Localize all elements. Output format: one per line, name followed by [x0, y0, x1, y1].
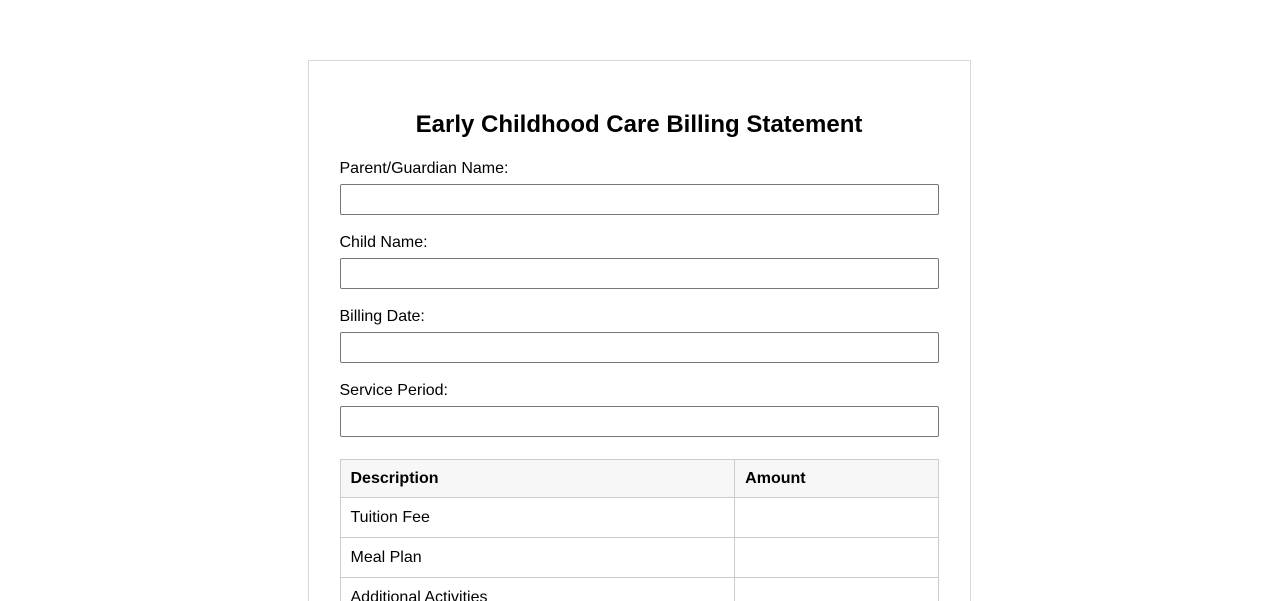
service-period-label: Service Period: — [339, 382, 448, 399]
field-parent-guardian-name — [340, 159, 939, 215]
parent-guardian-name-input[interactable] — [340, 184, 939, 215]
amount-cell — [735, 578, 938, 601]
description-column-header: Description — [340, 460, 735, 498]
description-cell: Additional Activities — [340, 578, 735, 601]
page-title: Early Childhood Care Billing Statement — [415, 111, 863, 138]
table-row — [340, 538, 938, 578]
field-child-name — [340, 233, 939, 289]
field-billing-date — [340, 307, 939, 363]
description-cell: Meal Plan — [340, 538, 735, 578]
service-period-input[interactable] — [340, 406, 939, 437]
charges-table — [340, 459, 939, 601]
table-header-row — [340, 460, 938, 498]
billing-statement-form — [308, 60, 971, 601]
child-name-label: Child Name: — [339, 234, 428, 251]
table-row — [340, 498, 938, 538]
description-cell: Tuition Fee — [340, 498, 735, 538]
parent-guardian-name-label: Parent/Guardian Name: — [339, 160, 509, 177]
amount-cell — [735, 498, 938, 538]
field-service-period — [340, 381, 939, 437]
child-name-input[interactable] — [340, 258, 939, 289]
amount-cell — [735, 538, 938, 578]
table-row — [340, 578, 938, 601]
amount-column-header: Amount — [735, 460, 938, 498]
billing-date-input[interactable] — [340, 332, 939, 363]
billing-date-label: Billing Date: — [339, 308, 425, 325]
